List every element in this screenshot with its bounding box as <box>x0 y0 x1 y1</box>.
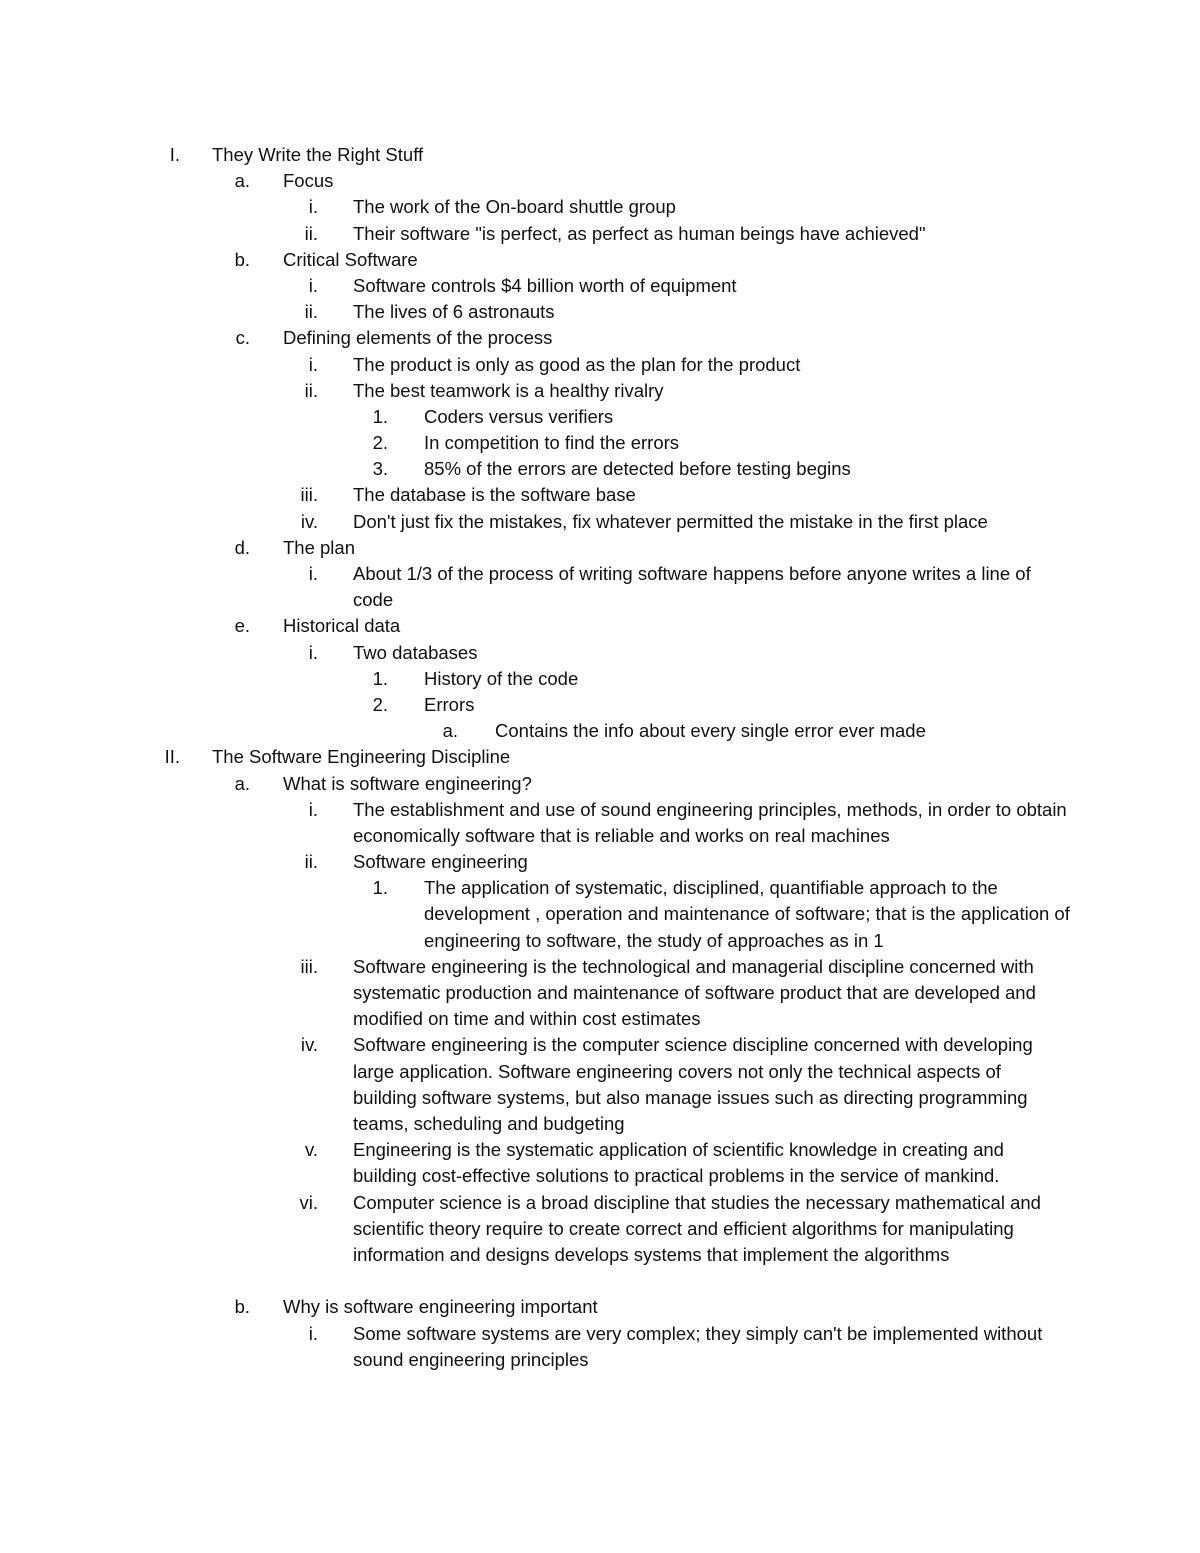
outline-item <box>0 640 1200 666</box>
outline-text: In competition to find the errors <box>424 432 680 454</box>
outline-marker: vi. <box>299 1191 318 1213</box>
outline-marker: i. <box>308 798 318 820</box>
outline-item <box>0 430 1200 456</box>
outline-marker: iv. <box>300 510 318 532</box>
outline-text: The work of the On-board shuttle group <box>353 196 676 218</box>
outline-marker: a. <box>234 772 250 794</box>
outline-text: Some software systems are very complex; they simply can't be implemented without sound engineering principles <box>353 1322 1043 1370</box>
outline-text: Software engineering is the computer science discipline concerned with developing large application. Software engineering covers not only the technical aspects of building software systems, but also manage issues such as directing programming teams, scheduling and budgeting <box>353 1034 1033 1135</box>
outline-item <box>0 797 1200 849</box>
outline-marker: 2. <box>372 432 388 454</box>
outline-text: About 1/3 of the process of writing software happens before anyone writes a line of code <box>353 563 1031 611</box>
outline-marker: d. <box>234 536 250 558</box>
outline-item <box>0 1032 1200 1137</box>
outline-item <box>0 849 1200 875</box>
outline-text: Historical data <box>283 615 401 637</box>
outline-item <box>0 273 1200 299</box>
outline-marker: c. <box>235 327 250 349</box>
outline-item <box>0 666 1200 692</box>
outline-marker: b. <box>234 1296 250 1318</box>
outline-text: Focus <box>283 170 334 192</box>
outline-text: The plan <box>283 536 355 558</box>
outline-text: The establishment and use of sound engineering principles, methods, in order to obtain economically software that is reliable and works on real machines <box>353 798 1067 846</box>
outline-item <box>0 771 1200 797</box>
outline-marker: ii. <box>304 851 318 873</box>
outline-marker: 1. <box>372 877 388 899</box>
outline-marker: 3. <box>372 458 388 480</box>
outline-marker: ii. <box>304 301 318 323</box>
outline-text: Critical Software <box>283 248 418 270</box>
outline-item <box>0 718 1200 744</box>
outline-item <box>0 561 1200 613</box>
outline-marker: e. <box>234 615 250 637</box>
outline-marker: i. <box>308 196 318 218</box>
outline-marker: i. <box>308 563 318 584</box>
outline-text: Their software "is perfect, as perfect as human beings have achieved" <box>353 222 926 244</box>
outline-item <box>0 613 1200 639</box>
outline-marker: 1. <box>372 667 388 689</box>
outline-marker: i. <box>308 274 318 296</box>
outline-item <box>0 1190 1200 1295</box>
outline-item <box>0 1321 1200 1373</box>
outline-item <box>0 744 1200 770</box>
outline-text: The product is only as good as the plan for the product <box>353 353 801 375</box>
outline-text: Why is software engineering important <box>283 1296 598 1318</box>
outline-marker: II. <box>164 746 180 768</box>
outline-item <box>0 325 1200 351</box>
outline-text: The best teamwork is a healthy rivalry <box>353 379 664 401</box>
outline-item <box>0 299 1200 325</box>
outline-item <box>0 535 1200 561</box>
outline-marker: ii. <box>304 222 318 244</box>
outline-text: Errors <box>424 693 475 715</box>
outline-text: Coders versus verifiers <box>424 405 614 427</box>
outline-text: They Write the Right Stuff <box>212 144 424 165</box>
outline-item <box>0 954 1200 1033</box>
outline-text: Two databases <box>353 641 478 663</box>
outline-marker: I. <box>169 144 180 165</box>
outline-text: The application of systematic, disciplined, quantifiable approach to the development , operation and maintenance of software; that is the application of engineering to software, the study of approaches as in 1 <box>424 877 1070 951</box>
outline-item <box>0 142 1200 168</box>
outline-marker: ii. <box>304 379 318 401</box>
outline-item <box>0 509 1200 535</box>
outline-marker: iii. <box>300 484 318 506</box>
outline-marker: 2. <box>372 693 388 715</box>
outline-text: The database is the software base <box>353 484 636 506</box>
outline-item <box>0 1294 1200 1320</box>
outline-marker: b. <box>234 248 250 270</box>
outline-text: Computer science is a broad discipline that studies the necessary mathematical and scientific theory require to create correct and efficient algorithms for manipulating information and designs develops systems that implement the algorithms <box>353 1191 1041 1266</box>
outline-text: Software engineering <box>353 851 528 873</box>
outline-item <box>0 1137 1200 1189</box>
outline-marker: 1. <box>372 405 388 427</box>
outline-marker: i. <box>308 1322 318 1344</box>
outline-text: Software engineering is the technological and managerial discipline concerned with systematic production and maintenance of software product that are developed and modified on time and within cost estimates <box>353 955 1036 1030</box>
outline-text: History of the code <box>424 667 579 689</box>
outline-item <box>0 194 1200 220</box>
outline-item <box>0 378 1200 404</box>
outline-marker: i. <box>308 641 318 663</box>
outline-text: Defining elements of the process <box>283 327 553 349</box>
outline-text: The Software Engineering Discipline <box>212 746 511 768</box>
document-page <box>0 142 1200 1373</box>
outline-item <box>0 456 1200 482</box>
outline-text: Engineering is the systematic application of scientific knowledge in creating and building cost-effective solutions to practical problems in the service of mankind. <box>353 1139 1004 1187</box>
outline-item <box>0 168 1200 194</box>
outline-marker: iv. <box>300 1034 318 1056</box>
outline-marker: iii. <box>300 955 318 977</box>
outline-item <box>0 404 1200 430</box>
outline-text: What is software engineering? <box>283 772 532 794</box>
outline-text: Contains the info about every single error ever made <box>495 720 926 742</box>
outline-marker: a. <box>234 170 250 192</box>
outline-item <box>0 247 1200 273</box>
outline-item <box>0 352 1200 378</box>
outline-text: Software controls $4 billion worth of equipment <box>353 274 737 296</box>
outline-text: The lives of 6 astronauts <box>353 301 555 323</box>
outline-item <box>0 692 1200 718</box>
outline-text: Don't just fix the mistakes, fix whatever permitted the mistake in the first place <box>353 510 988 532</box>
outline-marker: a. <box>442 720 458 742</box>
outline-marker: v. <box>304 1139 318 1161</box>
outline-marker: i. <box>308 353 318 375</box>
outline-text: 85% of the errors are detected before testing begins <box>424 458 851 480</box>
outline-item <box>0 875 1200 954</box>
outline-item <box>0 221 1200 247</box>
outline-item <box>0 482 1200 508</box>
